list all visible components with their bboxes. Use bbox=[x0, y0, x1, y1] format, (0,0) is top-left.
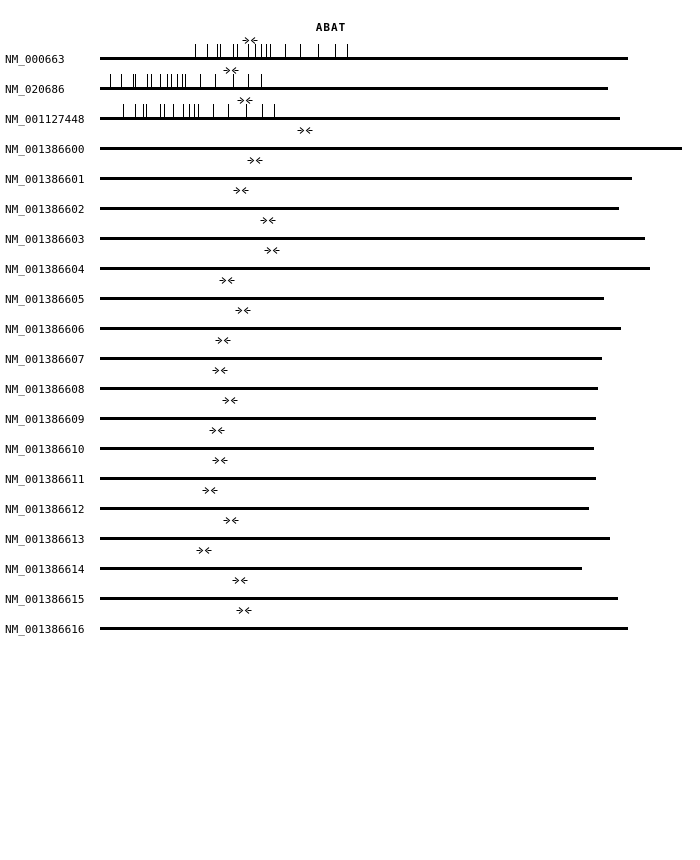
exon-tick bbox=[270, 44, 271, 58]
transcript-line bbox=[100, 597, 618, 600]
converging-arrows-icon bbox=[233, 186, 249, 195]
converging-arrows-icon bbox=[209, 426, 225, 435]
gene-title: ABAT bbox=[315, 21, 347, 34]
transcript-label: NM_000663 bbox=[5, 53, 65, 66]
exon-tick bbox=[164, 104, 165, 118]
exon-tick bbox=[195, 44, 196, 58]
transcript-line bbox=[100, 267, 650, 270]
exon-tick bbox=[248, 44, 249, 58]
converging-arrows-icon bbox=[223, 516, 239, 525]
transcript-label: NM_001386610 bbox=[5, 443, 85, 456]
converging-arrows-icon bbox=[223, 66, 239, 75]
exon-tick bbox=[213, 104, 214, 118]
converging-arrows-icon bbox=[232, 576, 248, 585]
transcript-label: NM_001386611 bbox=[5, 473, 85, 486]
converging-arrows-icon bbox=[237, 96, 253, 105]
transcript-line bbox=[100, 147, 682, 150]
exon-tick bbox=[200, 74, 201, 88]
exon-tick bbox=[123, 104, 124, 118]
converging-arrows-icon bbox=[196, 546, 212, 555]
converging-arrows-icon bbox=[247, 156, 263, 165]
converging-arrows-icon bbox=[236, 606, 252, 615]
transcript-label: NM_001386609 bbox=[5, 413, 85, 426]
exon-tick bbox=[233, 74, 234, 88]
transcript-label: NM_001386607 bbox=[5, 353, 85, 366]
transcript-label: NM_001386614 bbox=[5, 563, 85, 576]
exon-tick bbox=[255, 44, 256, 58]
transcript-line bbox=[100, 507, 589, 510]
transcript-label: NM_001386605 bbox=[5, 293, 85, 306]
transcript-line bbox=[100, 447, 594, 450]
exon-tick bbox=[215, 74, 216, 88]
transcript-line bbox=[100, 417, 596, 420]
exon-tick bbox=[285, 44, 286, 58]
transcript-line bbox=[100, 237, 645, 240]
exon-tick bbox=[266, 44, 267, 58]
transcript-line bbox=[100, 357, 602, 360]
transcript-line bbox=[100, 327, 621, 330]
exon-tick bbox=[246, 104, 247, 118]
transcript-line bbox=[100, 177, 632, 180]
exon-tick bbox=[167, 74, 168, 88]
exon-tick bbox=[147, 74, 148, 88]
converging-arrows-icon bbox=[260, 216, 276, 225]
converging-arrows-icon bbox=[264, 246, 280, 255]
exon-tick bbox=[160, 74, 161, 88]
transcript-line bbox=[100, 387, 598, 390]
converging-arrows-icon bbox=[235, 306, 251, 315]
transcript-label: NM_001386601 bbox=[5, 173, 85, 186]
exon-tick bbox=[300, 44, 301, 58]
transcript-line bbox=[100, 477, 596, 480]
exon-tick bbox=[182, 74, 183, 88]
exon-tick bbox=[173, 104, 174, 118]
exon-tick bbox=[110, 74, 111, 88]
exon-tick bbox=[135, 104, 136, 118]
exon-tick bbox=[143, 104, 144, 118]
transcript-line bbox=[100, 537, 610, 540]
exon-tick bbox=[194, 104, 195, 118]
converging-arrows-icon bbox=[219, 276, 235, 285]
converging-arrows-icon bbox=[212, 366, 228, 375]
exon-tick bbox=[177, 74, 178, 88]
exon-tick bbox=[121, 74, 122, 88]
transcript-label: NM_020686 bbox=[5, 83, 65, 96]
transcript-label: NM_001386600 bbox=[5, 143, 85, 156]
exon-tick bbox=[335, 44, 336, 58]
exon-tick bbox=[146, 104, 147, 118]
transcript-label: NM_001386602 bbox=[5, 203, 85, 216]
transcript-line bbox=[100, 117, 620, 120]
exon-tick bbox=[262, 104, 263, 118]
transcript-line bbox=[100, 627, 628, 630]
exon-tick bbox=[274, 104, 275, 118]
transcript-label: NM_001386615 bbox=[5, 593, 85, 606]
exon-tick bbox=[160, 104, 161, 118]
exon-tick bbox=[347, 44, 348, 58]
exon-tick bbox=[237, 44, 238, 58]
exon-tick bbox=[133, 74, 134, 88]
exon-tick bbox=[228, 104, 229, 118]
exon-tick bbox=[151, 74, 152, 88]
exon-tick bbox=[171, 74, 172, 88]
exon-tick bbox=[318, 44, 319, 58]
transcript-label: NM_001386616 bbox=[5, 623, 85, 636]
transcript-label: NM_001386606 bbox=[5, 323, 85, 336]
exon-tick bbox=[261, 44, 262, 58]
transcript-label: NM_001386603 bbox=[5, 233, 85, 246]
transcript-line bbox=[100, 207, 619, 210]
converging-arrows-icon bbox=[202, 486, 218, 495]
exon-tick bbox=[217, 44, 218, 58]
exon-tick bbox=[261, 74, 262, 88]
exon-tick bbox=[207, 44, 208, 58]
transcript-label: NM_001127448 bbox=[5, 113, 85, 126]
converging-arrows-icon bbox=[222, 396, 238, 405]
converging-arrows-icon bbox=[212, 456, 228, 465]
transcript-label: NM_001386612 bbox=[5, 503, 85, 516]
exon-tick bbox=[135, 74, 136, 88]
exon-tick bbox=[233, 44, 234, 58]
exon-tick bbox=[220, 44, 221, 58]
transcript-line bbox=[100, 297, 604, 300]
exon-tick bbox=[189, 104, 190, 118]
transcript-label: NM_001386604 bbox=[5, 263, 85, 276]
transcript-line bbox=[100, 567, 582, 570]
exon-tick bbox=[248, 74, 249, 88]
exon-tick bbox=[185, 74, 186, 88]
converging-arrows-icon bbox=[297, 126, 313, 135]
converging-arrows-icon bbox=[242, 36, 258, 45]
transcript-label: NM_001386608 bbox=[5, 383, 85, 396]
transcript-line bbox=[100, 57, 628, 60]
transcript-label: NM_001386613 bbox=[5, 533, 85, 546]
exon-tick bbox=[183, 104, 184, 118]
exon-tick bbox=[198, 104, 199, 118]
converging-arrows-icon bbox=[215, 336, 231, 345]
